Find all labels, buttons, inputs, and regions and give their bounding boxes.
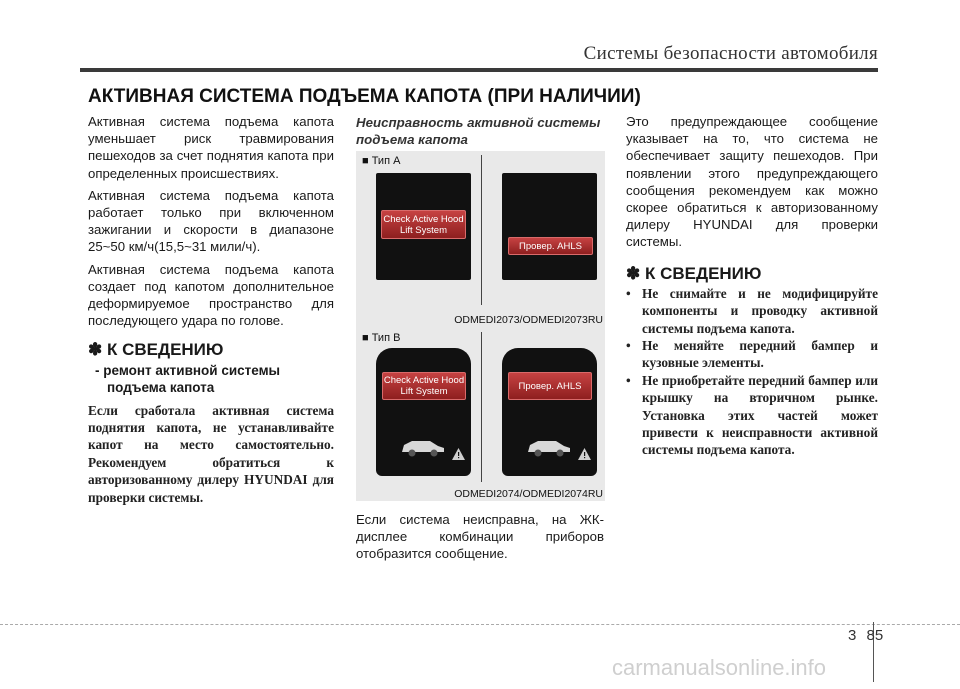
car-icon bbox=[524, 436, 574, 458]
warning-triangle-icon bbox=[452, 448, 465, 460]
lcd-display-a1 bbox=[376, 173, 471, 280]
car-icon bbox=[398, 436, 448, 458]
chapter-number: 3 bbox=[848, 627, 857, 644]
list-item: • Не снимайте и не модифицируйте компоненты и проводку активной системы подъема капота. bbox=[626, 285, 878, 337]
paragraph: Это предупреждающее сообщение указывает на то, что система не обеспечивает защиту пешеходов. При появлении этого предупреждающего сообщения рекомендуем как можно скорее обратиться к авторизованному дилеру HYUNDAI для проверки системы. bbox=[626, 114, 878, 250]
column-1 bbox=[88, 113, 334, 506]
running-header: Системы безопасности автомобиля bbox=[583, 43, 878, 64]
caution-title: ✽ К СВЕДЕНИЮ bbox=[626, 263, 762, 283]
caution-subtitle: - ремонт активной системы подъема капота bbox=[95, 362, 281, 395]
lcd-display-b1 bbox=[376, 348, 471, 476]
caution-title: ✽ К СВЕДЕНИЮ bbox=[88, 340, 224, 360]
list-item: • Не приобретайте передний бампер или крышку на вторичном рынке. Установка этих частей может привести к неисправности активной системы подъема капота. bbox=[626, 372, 878, 459]
warning-message: Провер. AHLS bbox=[508, 237, 593, 255]
paragraph: Если система неисправна, на ЖК-дисплее комбинации приборов отобразится сообщение. bbox=[356, 512, 604, 562]
caution-list bbox=[626, 285, 878, 459]
paragraph: Активная система подъема капота создает под капотом дополнительное деформируемое пространство для последующего удара по голове. bbox=[88, 261, 334, 329]
watermark: carmanualsonline.info bbox=[612, 655, 827, 680]
caution-text: Если сработала активная система поднятия капота, не устанавливайте капот на место самостоятельно. Рекомендуем обратиться к авторизованному дилеру HYUNDAI для проверки системы. bbox=[88, 402, 334, 505]
paragraph: Активная система подъема капота уменьшает риск травмирования пешеходов за счет поднятия капота при определенных происшествиях. bbox=[88, 114, 334, 181]
figure-heading: Неисправность активной системы подъема капота bbox=[356, 115, 601, 147]
figure-code: ODMEDI2074/ODMEDI2074RU bbox=[454, 488, 603, 500]
warning-message: Провер. AHLS bbox=[508, 372, 592, 400]
lcd-display-a2 bbox=[502, 173, 597, 280]
lcd-display-b2 bbox=[502, 348, 597, 476]
header-rule bbox=[80, 68, 878, 72]
page-number bbox=[848, 627, 883, 644]
divider bbox=[481, 155, 482, 305]
section-title: АКТИВНАЯ СИСТЕМА ПОДЪЕМА КАПОТА (ПРИ НАЛИЧИИ) bbox=[88, 86, 641, 107]
figure-panel bbox=[356, 151, 605, 501]
warning-triangle-icon bbox=[578, 448, 591, 460]
page-number-value: 85 bbox=[866, 627, 884, 644]
figure-code: ODMEDI2073/ODMEDI2073RU bbox=[454, 314, 603, 326]
list-item: • Не меняйте передний бампер и кузовные элементы. bbox=[626, 337, 878, 372]
column-3 bbox=[626, 113, 878, 459]
footer-rule bbox=[0, 624, 960, 625]
warning-message: Check Active Hood Lift System bbox=[382, 372, 466, 400]
paragraph: Активная система подъема капота работает только при включенном зажигании и скорости в диапазоне 25~50 км/ч(15,5~31 мили/ч). bbox=[88, 187, 334, 255]
type-b-label: ■ Тип B bbox=[362, 332, 401, 344]
warning-message: Check Active Hood Lift System bbox=[381, 210, 466, 239]
type-a-label: ■ Тип A bbox=[362, 155, 401, 167]
divider bbox=[481, 332, 482, 482]
